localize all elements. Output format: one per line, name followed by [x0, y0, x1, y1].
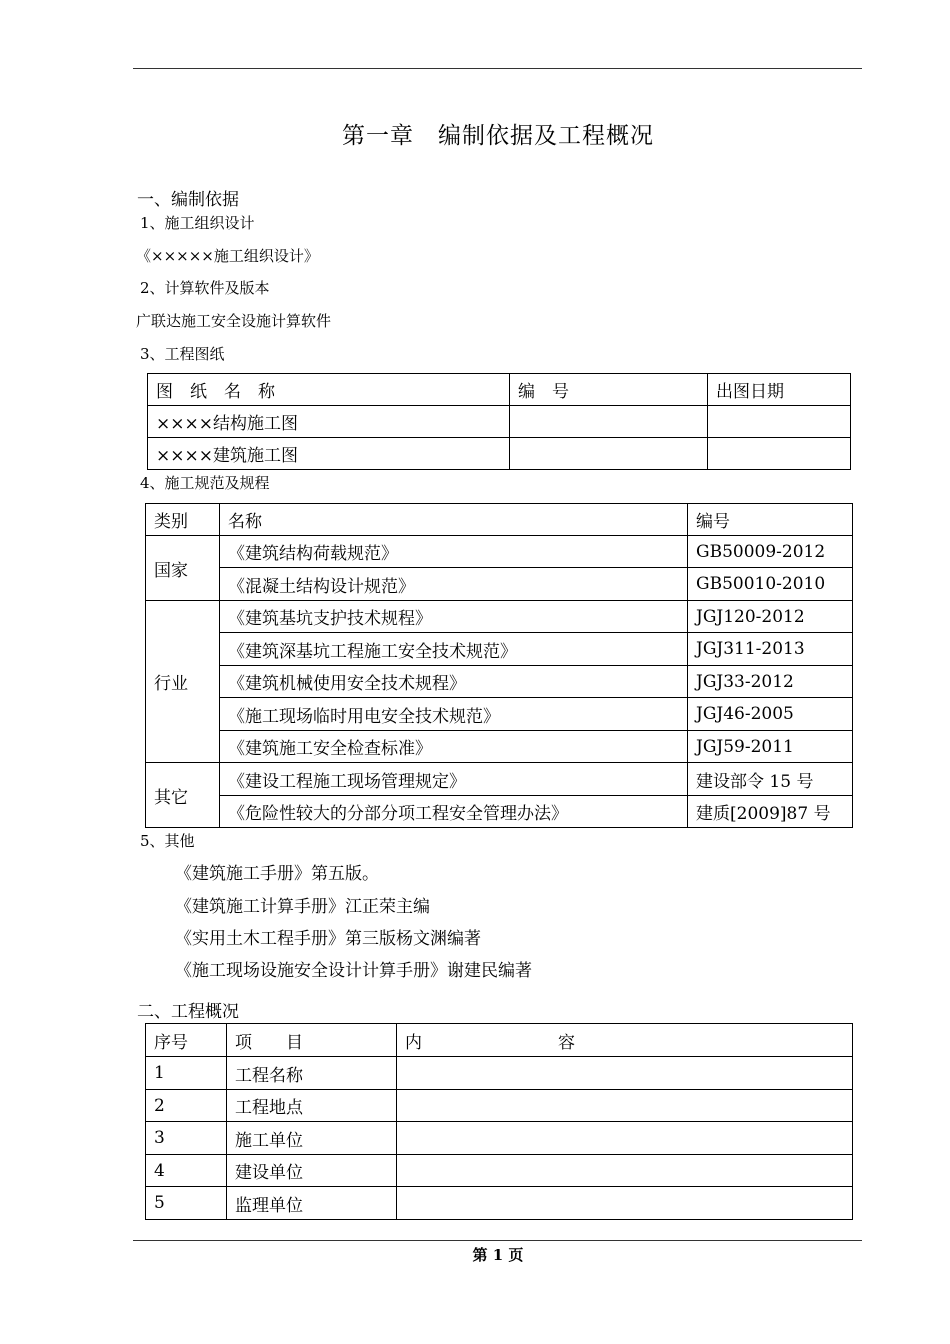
header-cell: 编 号	[510, 374, 708, 406]
header-cell: 序号	[146, 1024, 227, 1057]
item5-label: 5、其他	[140, 832, 195, 850]
item1-label: 1、施工组织设计	[140, 214, 255, 232]
table-row	[146, 796, 853, 828]
table-cell: 建设部令 15 号	[688, 763, 853, 796]
table-row	[146, 698, 853, 731]
table-cell	[708, 438, 851, 470]
item4-label: 4、施工规范及规程	[140, 474, 270, 492]
table-cell: JGJ120-2012	[688, 601, 853, 633]
table-cell	[510, 406, 708, 438]
table-cell	[708, 406, 851, 438]
category-cell: 国家	[146, 536, 220, 601]
table-cell: 5	[146, 1187, 227, 1220]
table-row	[146, 731, 853, 763]
page-number: 第 1 页	[472, 1246, 524, 1264]
table-row	[146, 1057, 853, 1090]
table-row	[146, 568, 853, 601]
table-row	[146, 666, 853, 698]
table-cell	[397, 1090, 853, 1122]
table-row	[146, 1155, 853, 1187]
header-cell: 类别	[146, 504, 220, 536]
table-cell: 《建筑深基坑工程施工安全技术规范》	[220, 633, 688, 666]
footer-rule	[133, 1240, 862, 1241]
page-title: 第一章 编制依据及工程概况	[342, 123, 654, 149]
table-cell: 2	[146, 1090, 227, 1122]
item3-label: 3、工程图纸	[140, 345, 225, 363]
table-row	[146, 1090, 853, 1122]
table-cell: JGJ311-2013	[688, 633, 853, 666]
header-cell: 名称	[220, 504, 688, 536]
table-cell: 建设单位	[227, 1155, 397, 1187]
header-cell: 内 容	[397, 1024, 853, 1057]
table-header-row	[148, 374, 851, 406]
table-cell: 施工单位	[227, 1122, 397, 1155]
table-cell	[510, 438, 708, 470]
table-cell: 《混凝土结构设计规范》	[220, 568, 688, 601]
table-cell: 《施工现场临时用电安全技术规范》	[220, 698, 688, 731]
table-cell: 4	[146, 1155, 227, 1187]
table-cell: 《建设工程施工现场管理规定》	[220, 763, 688, 796]
table-cell	[397, 1057, 853, 1090]
table-cell: 建质[2009]87 号	[688, 796, 853, 828]
header-cell: 项 目	[227, 1024, 397, 1057]
table-cell: JGJ33-2012	[688, 666, 853, 698]
item2-label: 2、计算软件及版本	[140, 279, 270, 297]
table-row	[146, 1187, 853, 1220]
table-cell: ××××结构施工图	[148, 406, 510, 438]
reference-line: 《实用土木工程手册》第三版杨文渊编著	[175, 929, 481, 949]
table-cell: 《建筑机械使用安全技术规程》	[220, 666, 688, 698]
table-row	[146, 763, 853, 796]
table-cell: 《建筑施工安全检查标准》	[220, 731, 688, 763]
table-cell: 《建筑基坑支护技术规程》	[220, 601, 688, 633]
reference-line: 《施工现场设施安全设计计算手册》谢建民编著	[175, 961, 532, 981]
table-cell: ××××建筑施工图	[148, 438, 510, 470]
reference-line: 《建筑施工计算手册》江正荣主编	[175, 897, 430, 917]
table-cell: 工程地点	[227, 1090, 397, 1122]
table-row	[146, 536, 853, 568]
item1-text: 《×××××施工组织设计》	[136, 247, 319, 265]
reference-line: 《建筑施工手册》第五版。	[175, 864, 379, 884]
header-rule	[133, 68, 862, 69]
table-row	[148, 406, 851, 438]
table-row	[146, 601, 853, 633]
standards-table	[145, 503, 853, 828]
header-cell: 出图日期	[708, 374, 851, 406]
header-cell: 图 纸 名 称	[148, 374, 510, 406]
table-cell: 监理单位	[227, 1187, 397, 1220]
table-row	[148, 438, 851, 470]
table-cell: 1	[146, 1057, 227, 1090]
table-cell: JGJ46-2005	[688, 698, 853, 731]
table-cell	[397, 1155, 853, 1187]
table-cell: GB50009-2012	[688, 536, 853, 568]
category-cell: 其它	[146, 763, 220, 828]
table-cell	[397, 1122, 853, 1155]
table-row	[146, 633, 853, 666]
item2-text: 广联达施工安全设施计算软件	[136, 312, 332, 330]
table-cell: GB50010-2010	[688, 568, 853, 601]
header-cell: 编号	[688, 504, 853, 536]
section2-heading: 二、工程概况	[137, 1002, 239, 1022]
table-cell: 《建筑结构荷载规范》	[220, 536, 688, 568]
category-cell: 行业	[146, 601, 220, 763]
table-header-row	[146, 504, 853, 536]
table-cell: 《危险性较大的分部分项工程安全管理办法》	[220, 796, 688, 828]
drawings-table	[147, 373, 851, 470]
project-overview-table	[145, 1023, 853, 1220]
section1-heading: 一、编制依据	[137, 190, 239, 210]
table-row	[146, 1122, 853, 1155]
table-cell: 工程名称	[227, 1057, 397, 1090]
table-cell: 3	[146, 1122, 227, 1155]
table-header-row	[146, 1024, 853, 1057]
table-cell	[397, 1187, 853, 1220]
table-cell: JGJ59-2011	[688, 731, 853, 763]
